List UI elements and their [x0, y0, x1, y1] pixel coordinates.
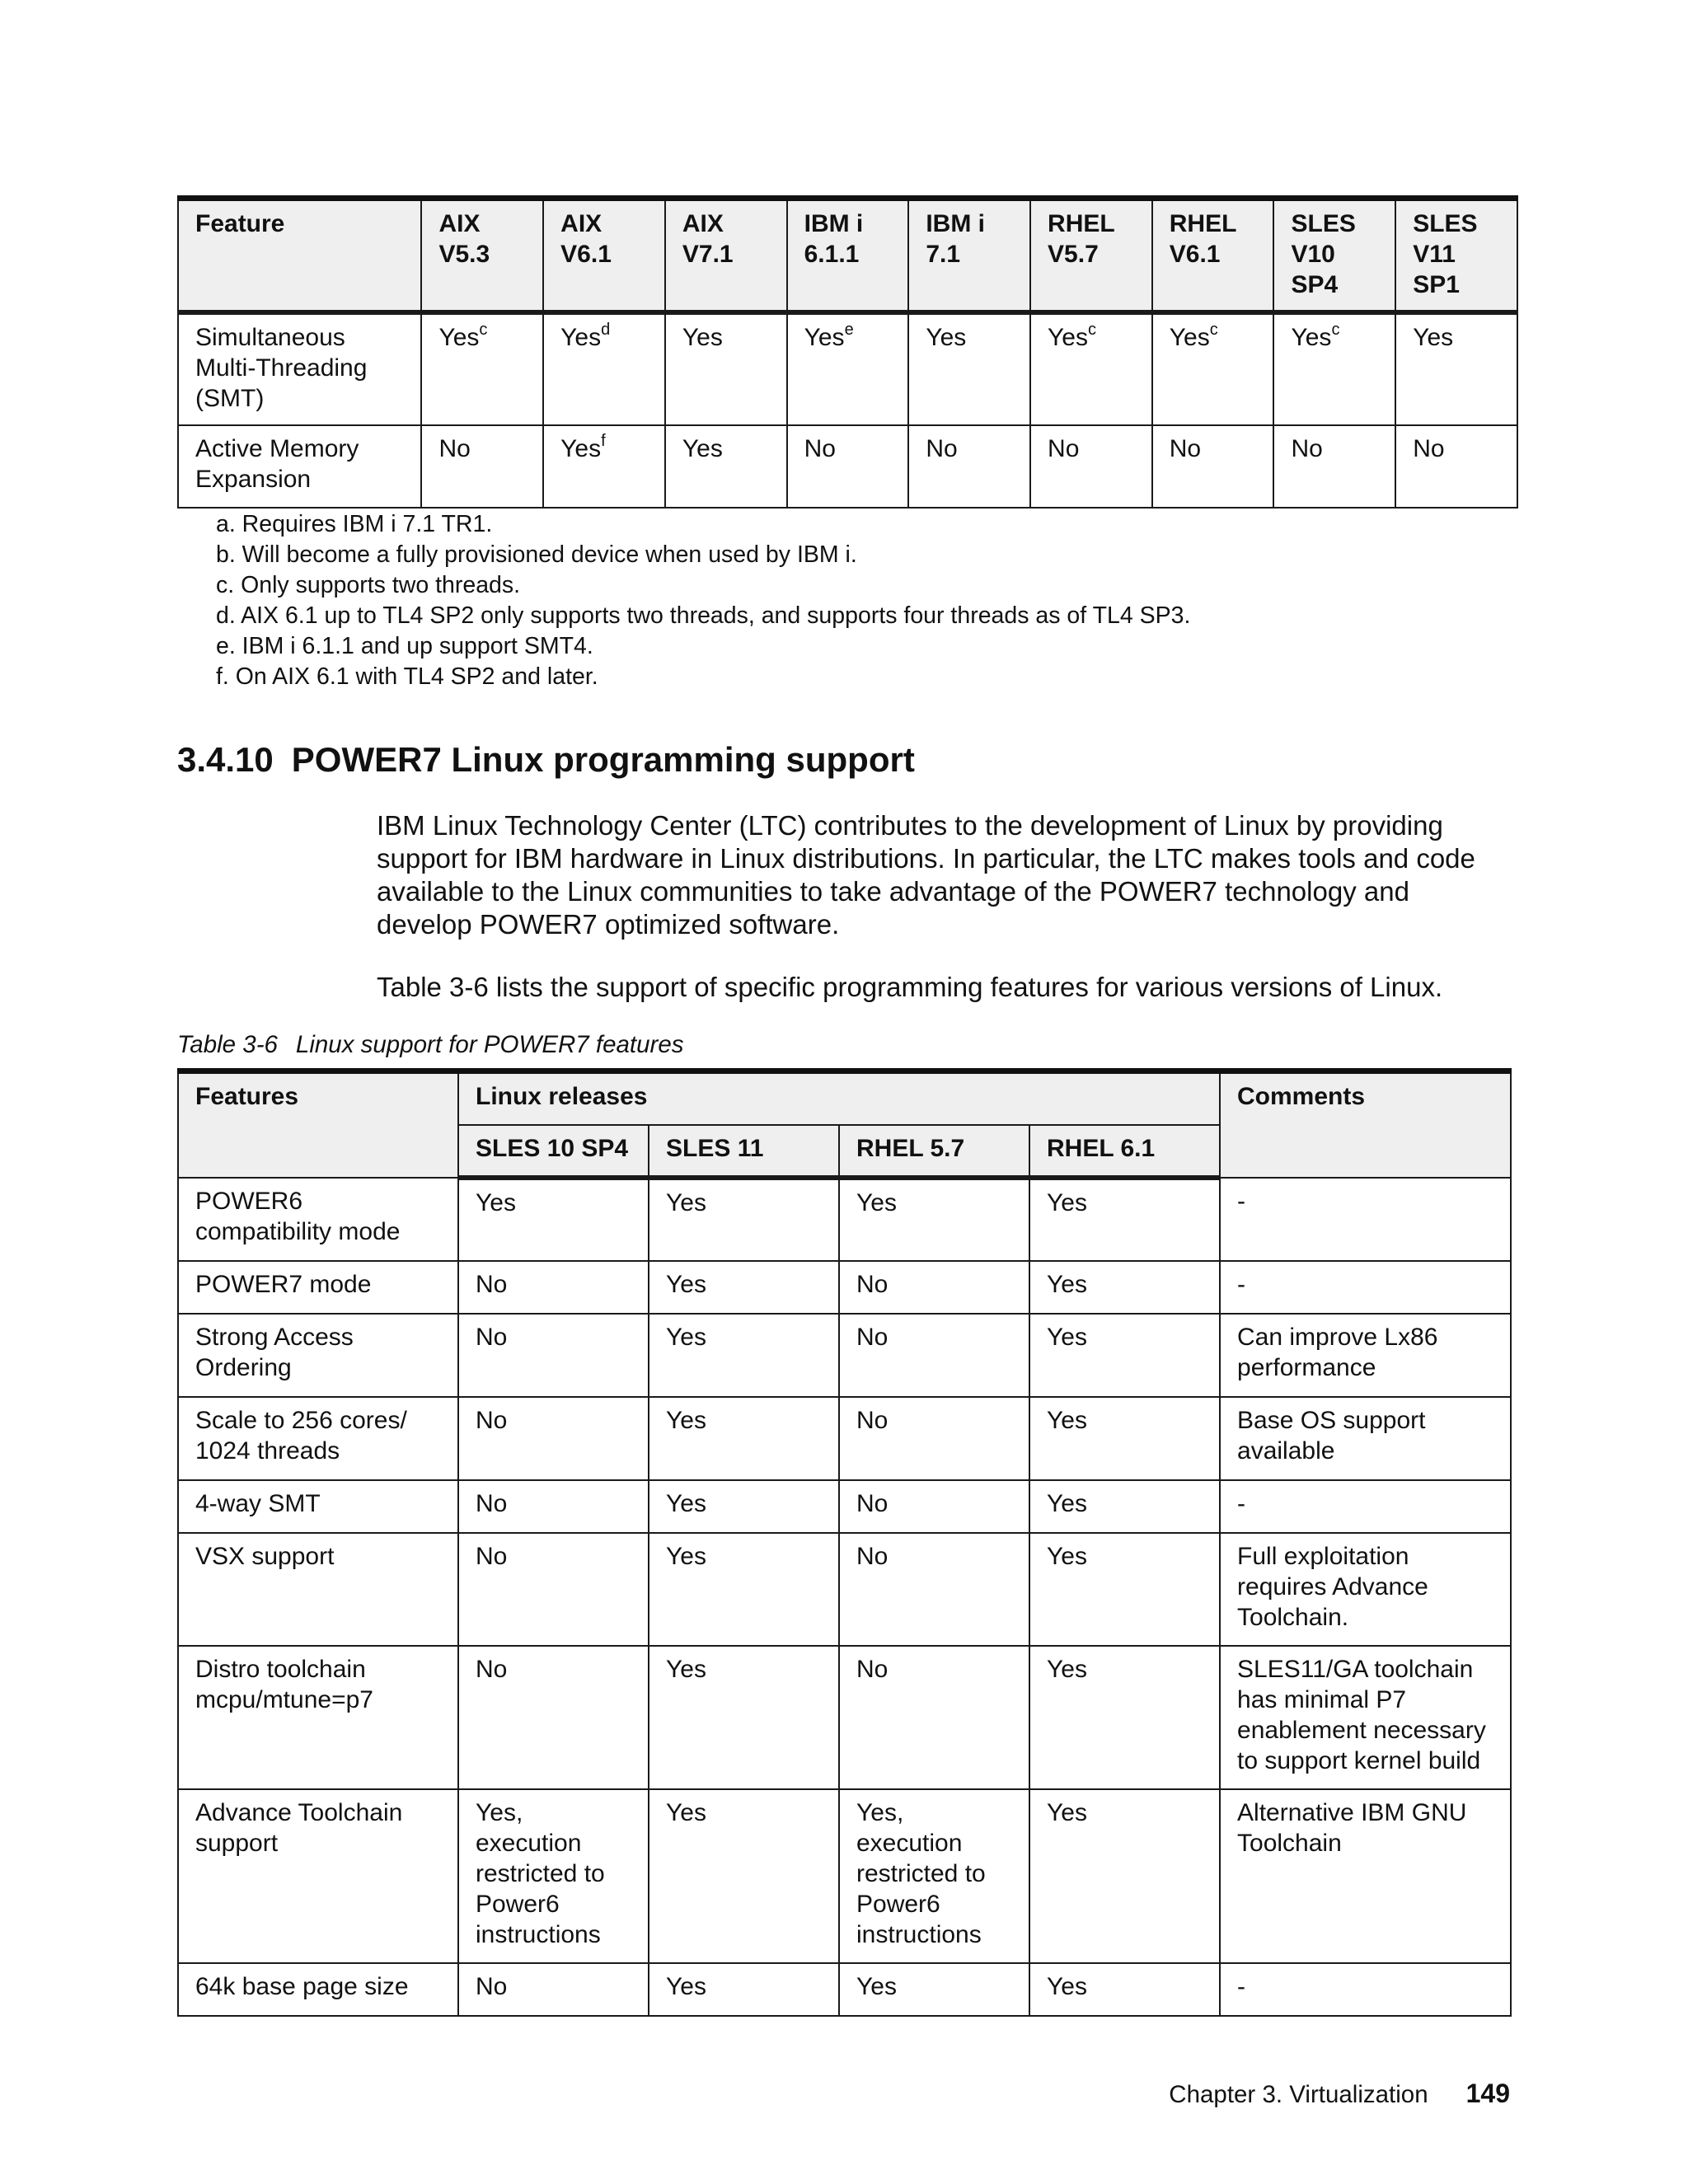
footnote: b. Will become a fully provisioned device when used by IBM i.: [216, 541, 857, 568]
footnote-ref: c: [1209, 320, 1218, 339]
comment-cell: SLES11/GA toolchain has minimal P7 enablement necessary to support kernel build: [1220, 1646, 1511, 1789]
section-number: 3.4.10: [177, 740, 274, 779]
comment-cell: Base OS support available: [1220, 1397, 1511, 1480]
footnote: c. Only supports two threads.: [216, 572, 521, 598]
table-row: [178, 425, 1517, 508]
table-header-row: [178, 199, 1517, 312]
value-text: Yes: [804, 323, 845, 351]
feature-cell: Scale to 256 cores/ 1024 threads: [178, 1397, 458, 1480]
value-text: No: [1413, 434, 1445, 462]
feature-cell: Simultaneous Multi-Threading (SMT): [178, 312, 421, 425]
table-row: [178, 1261, 1511, 1314]
table-header-row: [178, 1071, 1511, 1125]
release-value-cell: No: [839, 1261, 1029, 1314]
header-features: Features: [178, 1071, 458, 1178]
release-value-cell: Yes: [1029, 1789, 1220, 1963]
value-text: Yes: [926, 323, 967, 351]
release-value-cell: Yes: [1029, 1178, 1220, 1261]
release-value-cell: No: [839, 1533, 1029, 1646]
feature-support-table-body: [178, 312, 1517, 508]
value-text: Yes: [682, 434, 723, 462]
feature-cell: Advance Toolchain support: [178, 1789, 458, 1963]
header-release: SLES 10 SP4: [458, 1125, 649, 1178]
section-heading: [177, 738, 915, 781]
footnote-ref: f: [601, 431, 606, 450]
body-paragraph: Table 3-6 lists the support of specific programming features for various versions of Linux.: [377, 972, 1443, 1002]
footnote-ref: c: [479, 320, 488, 339]
release-value-cell: Yes: [458, 1178, 649, 1261]
feature-cell: POWER7 mode: [178, 1261, 458, 1314]
value-cell: [421, 425, 543, 508]
release-value-cell: No: [458, 1963, 649, 2016]
table-row: [178, 1533, 1511, 1646]
comment-cell: -: [1220, 1963, 1511, 2016]
release-value-cell: Yes: [1029, 1314, 1220, 1397]
feature-cell: VSX support: [178, 1533, 458, 1646]
release-value-cell: Yes, execution restricted to Power6 instructions: [458, 1789, 649, 1963]
value-cell: [908, 425, 1030, 508]
value-text: Yes: [560, 323, 602, 351]
table-row: [178, 1397, 1511, 1480]
value-cell: [787, 312, 909, 425]
release-value-cell: No: [458, 1646, 649, 1789]
value-cell: [543, 312, 665, 425]
release-value-cell: Yes: [1029, 1397, 1220, 1480]
footnote: f. On AIX 6.1 with TL4 SP2 and later.: [216, 663, 598, 690]
value-text: No: [1048, 434, 1080, 462]
value-text: No: [1169, 434, 1202, 462]
value-cell: [1030, 312, 1152, 425]
page-footer: [1169, 2079, 1510, 2110]
release-value-cell: Yes: [1029, 1480, 1220, 1533]
value-text: Yes: [560, 434, 602, 462]
linux-support-table-body: [178, 1178, 1511, 2016]
release-value-cell: Yes: [1029, 1261, 1220, 1314]
header-comments: Comments: [1220, 1071, 1511, 1178]
release-value-cell: No: [839, 1646, 1029, 1789]
header-release: SLES 11: [649, 1125, 839, 1178]
comment-cell: -: [1220, 1480, 1511, 1533]
comment-cell: -: [1220, 1261, 1511, 1314]
header-cell: IBM i 6.1.1: [787, 199, 909, 312]
header-cell: AIX V6.1: [543, 199, 665, 312]
footnote-ref: e: [844, 320, 854, 339]
header-cell: AIX V5.3: [421, 199, 543, 312]
release-value-cell: Yes: [1029, 1963, 1220, 2016]
header-cell: Feature: [178, 199, 421, 312]
footnote: d. AIX 6.1 up to TL4 SP2 only supports two threads, and supports four threads as of TL4 SP3.: [216, 602, 1191, 629]
value-cell: [1273, 312, 1395, 425]
release-value-cell: Yes: [649, 1261, 839, 1314]
release-value-cell: No: [458, 1314, 649, 1397]
comment-cell: Full exploitation requires Advance Toolchain.: [1220, 1533, 1511, 1646]
release-value-cell: No: [839, 1314, 1029, 1397]
value-cell: [908, 312, 1030, 425]
table-caption-label: Table 3-6: [177, 1031, 278, 1058]
feature-cell: 64k base page size: [178, 1963, 458, 2016]
table-caption-text: Linux support for POWER7 features: [295, 1031, 684, 1058]
release-value-cell: No: [839, 1397, 1029, 1480]
release-value-cell: Yes: [649, 1314, 839, 1397]
release-value-cell: No: [458, 1397, 649, 1480]
value-cell: [1030, 425, 1152, 508]
release-value-cell: Yes: [649, 1178, 839, 1261]
release-value-cell: Yes, execution restricted to Power6 instructions: [839, 1789, 1029, 1963]
value-cell: [1395, 425, 1517, 508]
table-row: [178, 1646, 1511, 1789]
feature-cell: 4-way SMT: [178, 1480, 458, 1533]
footnote-ref: d: [601, 320, 611, 339]
release-value-cell: No: [458, 1480, 649, 1533]
table-row: [178, 1963, 1511, 2016]
release-value-cell: Yes: [1029, 1533, 1220, 1646]
value-cell: [1273, 425, 1395, 508]
value-cell: [665, 425, 787, 508]
release-value-cell: Yes: [649, 1646, 839, 1789]
header-release: RHEL 6.1: [1029, 1125, 1220, 1178]
value-cell: [543, 425, 665, 508]
value-cell: [787, 425, 909, 508]
linux-support-table: [177, 1068, 1512, 2017]
value-cell: [665, 312, 787, 425]
footnote: a. Requires IBM i 7.1 TR1.: [216, 511, 493, 537]
table-caption: [177, 1030, 684, 1060]
footer-chapter: Chapter 3. Virtualization: [1169, 2081, 1428, 2108]
page-number: 149: [1465, 2079, 1510, 2108]
footnotes-list: [216, 509, 1190, 692]
value-text: Yes: [1169, 323, 1210, 351]
header-cell: SLES V10 SP4: [1273, 199, 1395, 312]
footnote: e. IBM i 6.1.1 and up support SMT4.: [216, 633, 593, 659]
header-release: RHEL 5.7: [839, 1125, 1029, 1178]
feature-support-table: [177, 195, 1518, 509]
body-paragraph: IBM Linux Technology Center (LTC) contributes to the development of Linux by providing support for IBM hardware in Linux distributions. In particular, the LTC makes tools and code available to the Linux communities to take advantage of the POWER7 technology and develop POWER7 optimized software.: [377, 810, 1475, 940]
release-value-cell: Yes: [1029, 1646, 1220, 1789]
table-row: [178, 1480, 1511, 1533]
release-value-cell: Yes: [649, 1397, 839, 1480]
footnote-ref: c: [1331, 320, 1340, 339]
table-row: [178, 312, 1517, 425]
release-value-cell: Yes: [649, 1789, 839, 1963]
release-value-cell: Yes: [839, 1963, 1029, 2016]
value-cell: [1152, 312, 1274, 425]
value-cell: [421, 312, 543, 425]
value-cell: [1395, 312, 1517, 425]
header-cell: SLES V11 SP1: [1395, 199, 1517, 312]
value-text: Yes: [1048, 323, 1088, 351]
header-cell: AIX V7.1: [665, 199, 787, 312]
release-value-cell: No: [839, 1480, 1029, 1533]
value-text: No: [926, 434, 958, 462]
value-cell: [1152, 425, 1274, 508]
header-cell: IBM i 7.1: [908, 199, 1030, 312]
table-row: [178, 1314, 1511, 1397]
table-row: [178, 1789, 1511, 1963]
comment-cell: Can improve Lx86 performance: [1220, 1314, 1511, 1397]
comment-cell: -: [1220, 1178, 1511, 1261]
feature-cell: Distro toolchain mcpu/mtune=p7: [178, 1646, 458, 1789]
feature-cell: POWER6 compatibility mode: [178, 1178, 458, 1261]
table-row: [178, 1178, 1511, 1261]
value-text: No: [438, 434, 471, 462]
release-value-cell: Yes: [649, 1533, 839, 1646]
release-value-cell: Yes: [649, 1963, 839, 2016]
release-value-cell: No: [458, 1261, 649, 1314]
value-text: Yes: [1291, 323, 1332, 351]
header-linux-releases: Linux releases: [458, 1071, 1220, 1125]
value-text: Yes: [1413, 323, 1454, 351]
value-text: Yes: [438, 323, 480, 351]
value-text: No: [804, 434, 836, 462]
feature-cell: Active Memory Expansion: [178, 425, 421, 508]
header-cell: RHEL V6.1: [1152, 199, 1274, 312]
value-text: Yes: [682, 323, 723, 351]
release-value-cell: No: [458, 1533, 649, 1646]
section-title: POWER7 Linux programming support: [291, 740, 915, 779]
value-text: No: [1291, 434, 1323, 462]
header-cell: RHEL V5.7: [1030, 199, 1152, 312]
feature-cell: Strong Access Ordering: [178, 1314, 458, 1397]
release-value-cell: Yes: [839, 1178, 1029, 1261]
release-value-cell: Yes: [649, 1480, 839, 1533]
footnote-ref: c: [1088, 320, 1096, 339]
comment-cell: Alternative IBM GNU Toolchain: [1220, 1789, 1511, 1963]
